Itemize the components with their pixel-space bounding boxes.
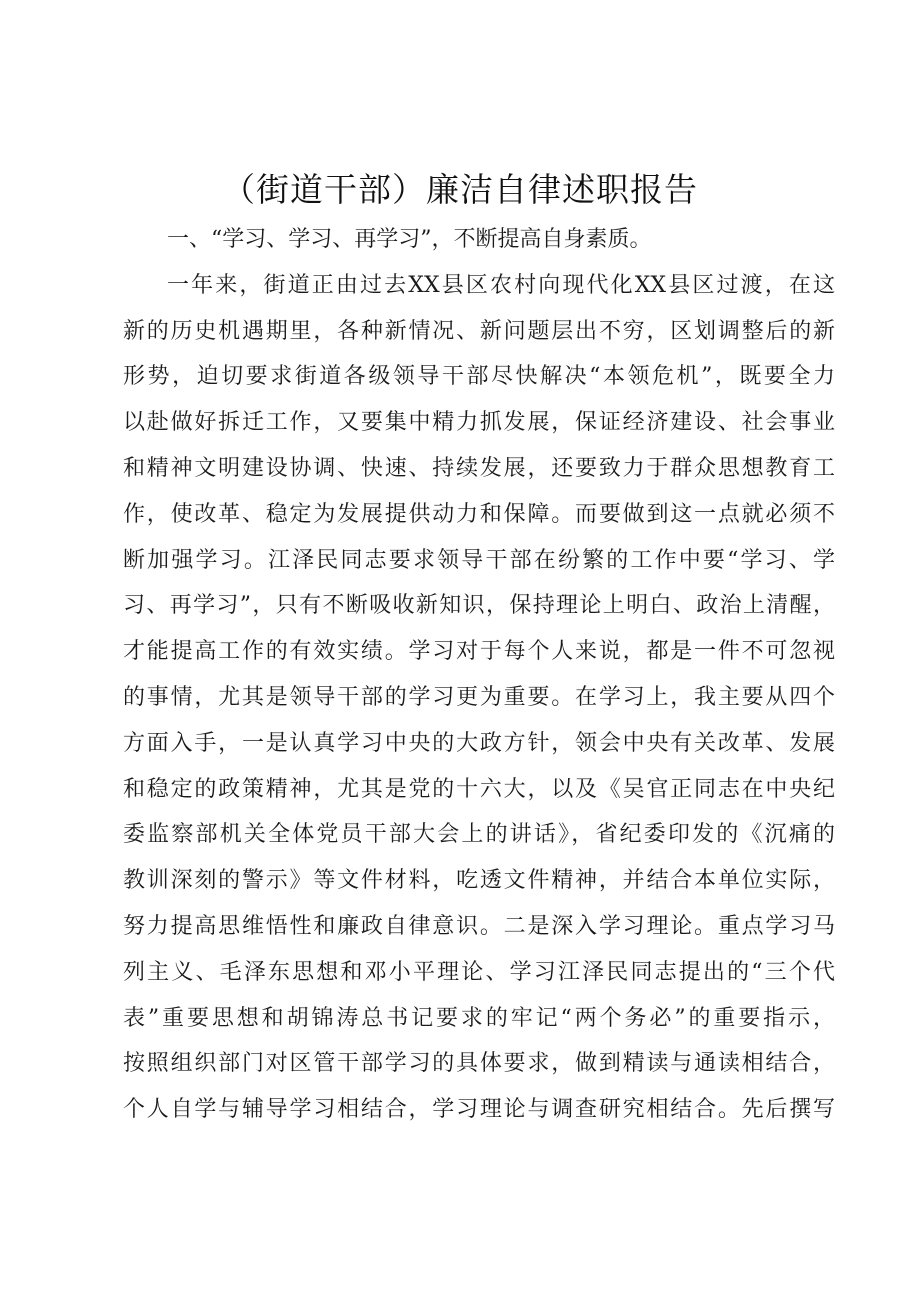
body-line: 教训深刻的警示》等文件材料，吃透文件精神，并结合本单位实际， xyxy=(123,868,835,894)
body-line: 努力提高思维悟性和廉政自律意识。二是深入学习理论。重点学习马 xyxy=(123,913,835,939)
body-line: 方面入手，一是认真学习中央的大政方针，领会中央有关改革、发展 xyxy=(123,730,835,756)
body-line: 才能提高工作的有效实绩。学习对于每个人来说，都是一件不可忽视 xyxy=(123,639,835,665)
body-line: 一年来，街道正由过去XX县区农村向现代化XX县区过渡，在这 xyxy=(167,272,835,298)
body-line: 表”重要思想和胡锦涛总书记要求的牢记“两个务必”的重要指示， xyxy=(123,1005,835,1031)
body-line: 列主义、毛泽东思想和邓小平理论、学习江泽民同志提出的“三个代 xyxy=(123,959,835,985)
body-line: 断加强学习。江泽民同志要求领导干部在纷繁的工作中要“学习、学 xyxy=(123,547,835,573)
document-title: （街道干部）廉洁自律述职报告 xyxy=(222,170,698,209)
body-line: 以赴做好拆迁工作，又要集中精力抓发展，保证经济建设、社会事业 xyxy=(123,410,835,436)
body-line: 的事情，尤其是领导干部的学习更为重要。在学习上，我主要从四个 xyxy=(123,684,835,710)
body-line: 按照组织部门对区管干部学习的具体要求，做到精读与通读相结合， xyxy=(123,1051,835,1077)
body-line: 习、再学习”，只有不断吸收新知识，保持理论上明白、政治上清醒， xyxy=(123,593,835,619)
body-line: 和精神文明建设协调、快速、持续发展，还要致力于群众思想教育工 xyxy=(123,455,835,481)
body-line: 作，使改革、稳定为发展提供动力和保障。而要做到这一点就必须不 xyxy=(123,501,835,527)
body-line: 和稳定的政策精神，尤其是党的十六大，以及《吴官正同志在中央纪 xyxy=(123,776,835,802)
body-line: 形势，迫切要求街道各级领导干部尽快解决“本领危机”，既要全力 xyxy=(123,364,835,390)
body-line: 新的历史机遇期里，各种新情况、新问题层出不穷，区划调整后的新 xyxy=(123,318,835,344)
body-line: 个人自学与辅导学习相结合，学习理论与调查研究相结合。先后撰写 xyxy=(123,1097,835,1123)
document-body xyxy=(123,217,835,1133)
body-line: 委监察部机关全体党员干部大会上的讲话》，省纪委印发的《沉痛的 xyxy=(123,822,835,848)
section-heading: 一、“学习、学习、再学习”，不断提高自身素质。 xyxy=(167,227,652,252)
